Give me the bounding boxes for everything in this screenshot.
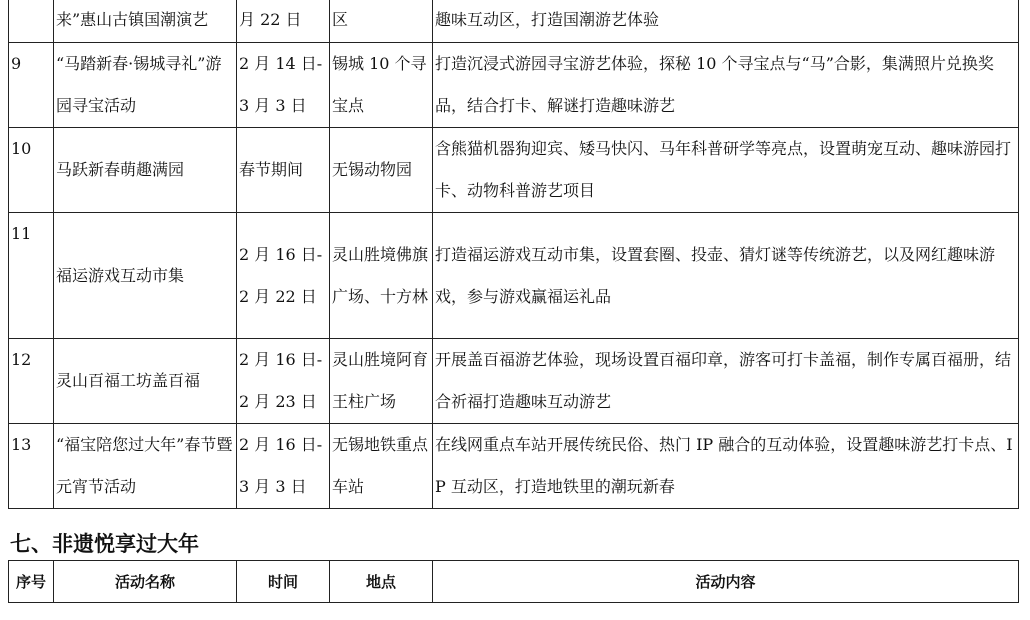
row-number: 10 — [9, 128, 54, 213]
activity-content: 打造沉浸式游园寻宝游艺体验，探秘 10 个寻宝点与“马”合影，集满照片兑换奖品，结合打卡、解谜打造趣味游艺 — [433, 43, 1019, 128]
header-activity-name: 活动名称 — [54, 561, 237, 603]
activity-place: 锡城 10 个寻宝点 — [330, 43, 433, 128]
row-number: 11 — [9, 213, 54, 339]
activity-name: 灵山百福工坊盖百福 — [54, 339, 237, 424]
table-header-row — [9, 561, 1019, 603]
header-place: 地点 — [330, 561, 433, 603]
activity-place: 灵山胜境阿育王柱广场 — [330, 339, 433, 424]
activity-name: 马跃新春萌趣满园 — [54, 128, 237, 213]
activity-time: 2 月 16 日-2 月 22 日 — [237, 213, 330, 339]
activity-place: 无锡动物园 — [330, 128, 433, 213]
section-heading: 七、非遗悦享过大年 — [10, 532, 199, 556]
table-row — [9, 128, 1019, 213]
row-number: 12 — [9, 339, 54, 424]
activity-time: 2 月 16 日-3 月 3 日 — [237, 424, 330, 509]
table-row — [9, 424, 1019, 509]
activity-content: 趣味互动区，打造国潮游艺体验 — [433, 0, 1019, 43]
row-number: 13 — [9, 424, 54, 509]
table-row — [9, 213, 1019, 339]
activity-content: 打造福运游戏互动市集，设置套圈、投壶、猜灯谜等传统游艺，以及网红趣味游戏，参与游戏赢福运礼品 — [433, 213, 1019, 339]
activity-content: 开展盖百福游艺体验，现场设置百福印章，游客可打卡盖福，制作专属百福册，结合祈福打造趣味互动游艺 — [433, 339, 1019, 424]
table-row — [9, 339, 1019, 424]
activity-time: 月 22 日 — [237, 0, 330, 43]
activity-content: 含熊猫机器狗迎宾、矮马快闪、马年科普研学等亮点，设置萌宠互动、趣味游园打卡、动物科普游艺项目 — [433, 128, 1019, 213]
table-row — [9, 43, 1019, 128]
activity-time: 2 月 14 日-3 月 3 日 — [237, 43, 330, 128]
activity-name: “马踏新春·锡城寻礼”游园寻宝活动 — [54, 43, 237, 128]
row-number: 9 — [9, 43, 54, 128]
activity-place: 无锡地铁重点车站 — [330, 424, 433, 509]
activity-name: 来”惠山古镇国潮演艺 — [54, 0, 237, 43]
header-content: 活动内容 — [433, 561, 1019, 603]
activity-time: 春节期间 — [237, 128, 330, 213]
activity-name: 福运游戏互动市集 — [54, 213, 237, 339]
activities-table — [8, 0, 1019, 509]
activity-place: 区 — [330, 0, 433, 43]
activity-time: 2 月 16 日-2 月 23 日 — [237, 339, 330, 424]
table-row — [9, 0, 1019, 43]
heritage-table — [8, 560, 1019, 603]
activity-name: “福宝陪您过大年”春节暨元宵节活动 — [54, 424, 237, 509]
row-number — [9, 0, 54, 43]
header-time: 时间 — [237, 561, 330, 603]
activity-place: 灵山胜境佛旗广场、十方林 — [330, 213, 433, 339]
activity-content: 在线网重点车站开展传统民俗、热门 IP 融合的互动体验，设置趣味游艺打卡点、IP 互动区，打造地铁里的潮玩新春 — [433, 424, 1019, 509]
header-number: 序号 — [9, 561, 54, 603]
